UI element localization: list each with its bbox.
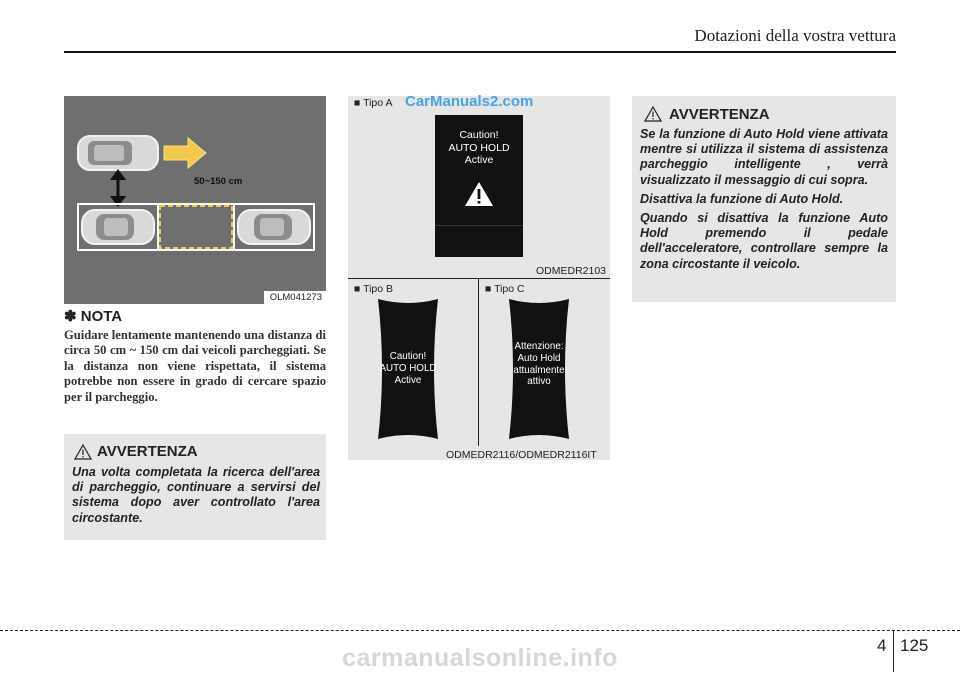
warning-triangle-icon — [74, 444, 92, 460]
page-number: 125 — [900, 636, 929, 655]
site-watermark: CarManuals2.com — [405, 93, 534, 110]
warning-box-left — [64, 434, 326, 540]
warning-paragraph: Disattiva la funzione di Auto Hold. — [640, 191, 844, 206]
panel-divider-horizontal — [348, 278, 610, 279]
distance-arrow-icon — [110, 169, 126, 207]
warning-triangle-icon — [644, 106, 662, 122]
tipo-a-figure-code: ODMEDR2103 — [536, 265, 607, 277]
moving-car-icon — [78, 136, 158, 170]
direction-arrow-icon — [164, 138, 206, 168]
distance-label: 50~150 cm — [194, 176, 243, 187]
warning-body — [640, 127, 888, 272]
tipo-bc-figure-code: ODMEDR2116/ODMEDR2116IT — [446, 449, 597, 461]
chapter-number: 4 — [877, 636, 887, 655]
parking-illustration — [64, 96, 326, 304]
target-parking-space — [160, 206, 232, 248]
footer-dashed-rule — [0, 630, 960, 631]
figure-code: OLM041273 — [264, 291, 326, 304]
parking-distance-figure — [64, 96, 326, 304]
warning-paragraph: Se la funzione di Auto Hold viene attivata mentre si utilizza il sistema di assistenza parcheggio intelligente , verrà visualizzato il messaggio di cui sopra. — [640, 127, 888, 187]
warning-paragraph: Quando si disattiva la funzione Auto Hold premendo il pedale dell'acceleratore, controllare sempre la zona circostante il veicolo. — [640, 211, 888, 271]
tipo-a-message: Caution! AUTO HOLD Active — [448, 129, 510, 167]
nota-text: Guidare lentamente mantenendo una distanza di circa 50 cm ~ 150 cm dai veicoli parcheggiati. Se la distanza non viene rispettata, il sistema potrebbe non essere in grado di cercare spazio per il parcheggio. — [64, 328, 326, 404]
panel-divider-vertical — [478, 279, 479, 446]
tipo-c-label: ■ Tipo C — [485, 283, 525, 295]
header-rule — [64, 51, 896, 53]
tipo-a-display — [435, 115, 523, 257]
display-divider — [435, 225, 523, 226]
tipo-b-label: ■ Tipo B — [354, 283, 394, 295]
parked-car-right-icon — [238, 210, 310, 244]
running-header-title: Dotazioni della vostra vettura — [694, 26, 896, 45]
caution-triangle-icon — [464, 181, 494, 207]
warning-text: Una volta completata la ricerca dell'area di parcheggio, continuare a servirsi del sistema dopo aver controllato l'area circostante. — [72, 465, 320, 525]
bottom-watermark: carmanualsonline.info — [342, 644, 618, 672]
warning-title: AVVERTENZA — [669, 106, 770, 123]
nota-heading: ✽ NOTA — [64, 308, 123, 325]
tipo-c-message: Attenzione: Auto Hold attualmente attivo — [513, 341, 565, 388]
warning-title: AVVERTENZA — [97, 443, 198, 460]
tipo-b-message: Caution! AUTO HOLD Active — [379, 351, 437, 386]
parked-car-left-icon — [82, 210, 154, 244]
tipo-a-label: ■ Tipo A — [354, 97, 393, 109]
warning-box-right — [632, 96, 896, 302]
